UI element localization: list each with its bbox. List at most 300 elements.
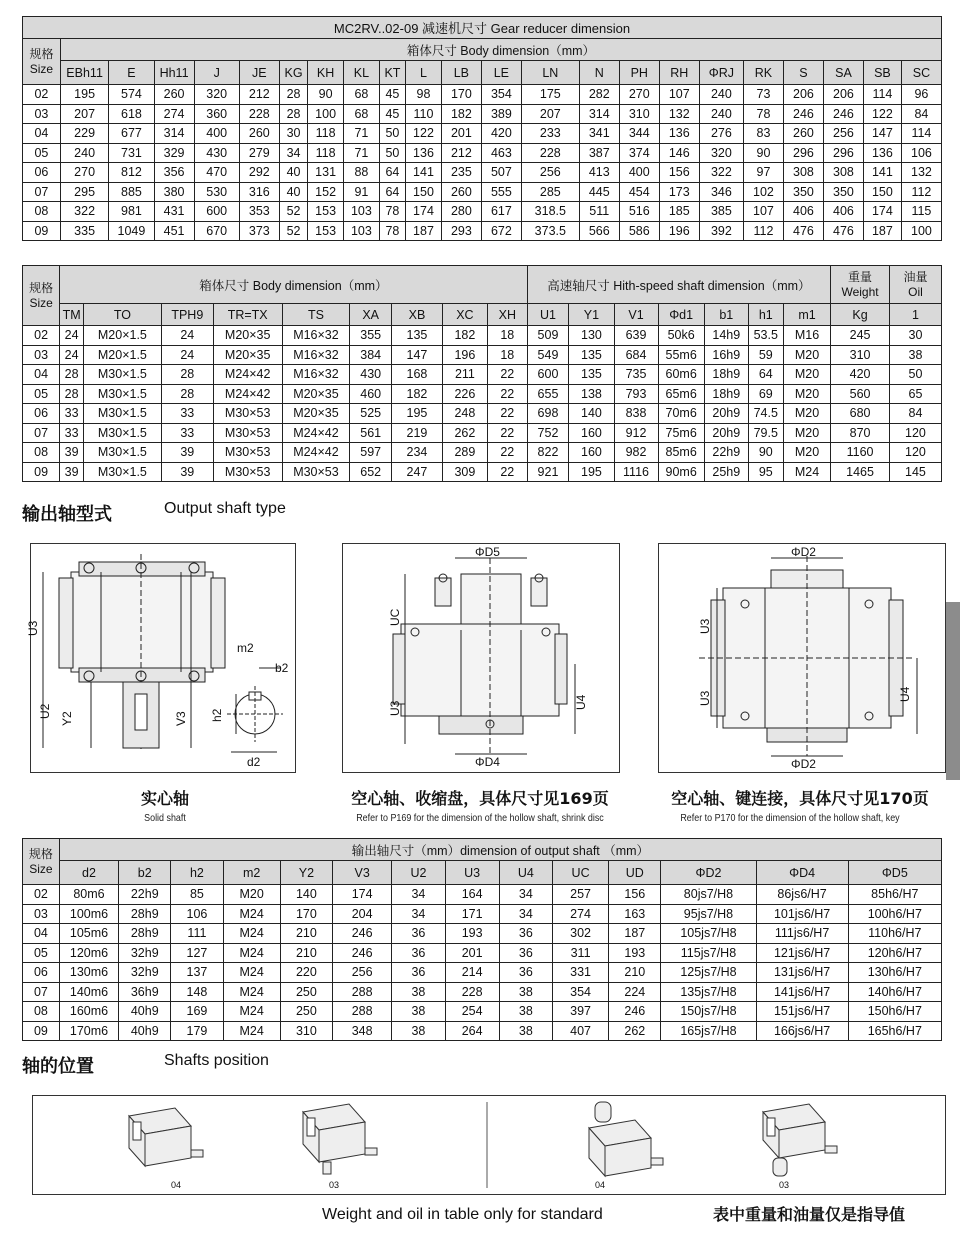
- table-cell: 140m6: [59, 982, 118, 1002]
- table-cell: 120: [889, 423, 941, 443]
- table-cell: M16: [783, 326, 830, 346]
- table-cell: 74.5: [748, 404, 783, 424]
- size-cell: 05: [23, 943, 60, 963]
- table-cell: 174: [332, 885, 391, 905]
- table-cell: 226: [442, 384, 487, 404]
- table-cell: 652: [350, 462, 392, 482]
- table-cell: 91: [344, 182, 380, 202]
- table-cell: 50k6: [658, 326, 704, 346]
- column-header: Y2: [280, 861, 332, 885]
- table-cell: 64: [379, 163, 405, 183]
- table-cell: 246: [783, 104, 823, 124]
- table-cell: 196: [659, 221, 699, 241]
- v3-label: V3: [174, 711, 188, 726]
- table-cell: 20h9: [704, 404, 748, 424]
- hollow-shaft-shrink-disc-drawing: [343, 544, 619, 772]
- note-en: Weight and oil in table only for standard: [322, 1206, 603, 1223]
- table-cell: 33: [161, 404, 213, 424]
- table-cell: 187: [609, 924, 661, 944]
- table-cell: 288: [332, 982, 391, 1002]
- size-cell: 06: [23, 163, 61, 183]
- table-cell: 430: [350, 365, 392, 385]
- table-cell: 80js7/H8: [661, 885, 756, 905]
- table-cell: 50: [889, 365, 941, 385]
- table-cell: 310: [831, 345, 890, 365]
- table-cell: 135: [569, 345, 614, 365]
- column-header: XC: [442, 304, 487, 326]
- table-cell: 34: [279, 143, 307, 163]
- size-cell: 04: [23, 124, 61, 144]
- table-cell: 228: [445, 982, 499, 1002]
- table-cell: 207: [521, 104, 579, 124]
- table-cell: 150: [863, 182, 901, 202]
- table-cell: 153: [308, 202, 344, 222]
- size-cell: 03: [23, 904, 60, 924]
- b2-label: b2: [275, 661, 289, 675]
- table-cell: 431: [154, 202, 194, 222]
- table-cell: 476: [783, 221, 823, 241]
- table-cell: 187: [406, 221, 442, 241]
- table-cell: 229: [60, 124, 108, 144]
- table-cell: 320: [699, 143, 743, 163]
- table-cell: 53.5: [748, 326, 783, 346]
- table-cell: 311: [552, 943, 608, 963]
- shrink-disc-caption-en: Refer to P169 for the dimension of the hollow shaft, shrink disc: [356, 812, 604, 824]
- table-cell: 18: [487, 345, 527, 365]
- table-cell: 105m6: [59, 924, 118, 944]
- table-cell: 397: [552, 1002, 608, 1022]
- table-cell: 34: [499, 904, 552, 924]
- shaft-position-figure: [129, 1108, 203, 1166]
- table-cell: 285: [521, 182, 579, 202]
- table-cell: M24: [223, 924, 280, 944]
- table-cell: 387: [579, 143, 619, 163]
- d2-label: d2: [247, 755, 261, 769]
- table-cell: 250: [280, 982, 332, 1002]
- table-cell: 530: [194, 182, 239, 202]
- column-header: TPH9: [161, 304, 213, 326]
- table-cell: 140h6/H7: [848, 982, 941, 1002]
- table-cell: 165h6/H7: [848, 1021, 941, 1041]
- table-cell: 295: [60, 182, 108, 202]
- table-row: [23, 404, 942, 424]
- table-cell: 262: [442, 423, 487, 443]
- oil-header: 油量 Oil: [889, 266, 941, 304]
- table-cell: 174: [863, 202, 901, 222]
- table-cell: 220: [280, 963, 332, 983]
- table-cell: 224: [609, 982, 661, 1002]
- table-cell: 38: [499, 1002, 552, 1022]
- table-cell: 135js7/H8: [661, 982, 756, 1002]
- table-cell: 135: [392, 326, 443, 346]
- column-header: KT: [379, 61, 405, 85]
- table-cell: 14h9: [704, 326, 748, 346]
- table-cell: 348: [332, 1021, 391, 1041]
- table-cell: 106: [171, 904, 223, 924]
- table-cell: 680: [831, 404, 890, 424]
- table-cell: 115js7/H8: [661, 943, 756, 963]
- table-cell: 112: [901, 182, 941, 202]
- table-cell: 280: [441, 202, 481, 222]
- table-cell: 38: [392, 1021, 445, 1041]
- table-cell: 79.5: [748, 423, 783, 443]
- size-header: 规格 Size: [23, 39, 61, 85]
- table-cell: 1116: [614, 462, 658, 482]
- table-cell: 22: [487, 384, 527, 404]
- table-cell: 95: [748, 462, 783, 482]
- table-cell: 672: [481, 221, 521, 241]
- table-cell: 256: [823, 124, 863, 144]
- table-row: [23, 1002, 942, 1022]
- table-cell: 549: [527, 345, 569, 365]
- table-cell: 240: [699, 85, 743, 105]
- table-cell: 136: [406, 143, 442, 163]
- table-cell: 22: [487, 423, 527, 443]
- table-cell: 276: [699, 124, 743, 144]
- table-cell: M20: [783, 443, 830, 463]
- column-header: d2: [59, 861, 118, 885]
- table-cell: 24: [161, 326, 213, 346]
- table-cell: 28: [60, 365, 84, 385]
- table-cell: M24: [223, 943, 280, 963]
- table-cell: 168: [392, 365, 443, 385]
- table-cell: 68: [344, 85, 380, 105]
- table-cell: 150: [406, 182, 442, 202]
- column-header: ΦD2: [661, 861, 756, 885]
- table-cell: 204: [332, 904, 391, 924]
- table-cell: 260: [783, 124, 823, 144]
- table-cell: 38: [499, 982, 552, 1002]
- size-cell: 07: [23, 423, 60, 443]
- shaft-position-figure: [589, 1102, 663, 1176]
- table-cell: 235: [441, 163, 481, 183]
- m2-label: m2: [237, 641, 254, 655]
- table-cell: 314: [579, 104, 619, 124]
- table-cell: 156: [659, 163, 699, 183]
- table-cell: M30×1.5: [83, 384, 161, 404]
- table-cell: 187: [863, 221, 901, 241]
- table-cell: M20: [783, 423, 830, 443]
- table-cell: 30: [889, 326, 941, 346]
- table-cell: 71: [344, 143, 380, 163]
- table-cell: M30×1.5: [83, 404, 161, 424]
- column-header: L: [406, 61, 442, 85]
- table-row: [23, 163, 942, 183]
- table-cell: 282: [579, 85, 619, 105]
- column-header: LN: [521, 61, 579, 85]
- table-cell: 240: [699, 104, 743, 124]
- table-cell: M20×35: [282, 404, 350, 424]
- table-cell: 509: [527, 326, 569, 346]
- table-row: [23, 1021, 942, 1041]
- size-cell: 02: [23, 326, 60, 346]
- table-cell: 90: [308, 85, 344, 105]
- table-cell: 210: [280, 924, 332, 944]
- table-cell: M30×1.5: [83, 365, 161, 385]
- table-cell: 374: [619, 143, 659, 163]
- table-cell: 210: [280, 943, 332, 963]
- table-cell: 36h9: [119, 982, 171, 1002]
- table-cell: 22h9: [704, 443, 748, 463]
- table-cell: 96: [901, 85, 941, 105]
- table-cell: 34: [392, 885, 445, 905]
- column-header: Φd1: [658, 304, 704, 326]
- table-cell: 182: [441, 104, 481, 124]
- table-cell: 245: [831, 326, 890, 346]
- shafts-position-drawing: [33, 1096, 945, 1194]
- u3-bottom-label: U3: [698, 690, 712, 706]
- table-cell: 18: [487, 326, 527, 346]
- table-cell: 214: [445, 963, 499, 983]
- table-cell: M24: [783, 462, 830, 482]
- table-cell: 228: [239, 104, 279, 124]
- table-cell: 28: [60, 384, 84, 404]
- table-cell: 40: [279, 163, 307, 183]
- table-cell: 160: [569, 423, 614, 443]
- table-cell: 32h9: [119, 943, 171, 963]
- output-shaft-dimension-table: [22, 838, 942, 1041]
- column-header: UC: [552, 861, 608, 885]
- table-cell: 164: [445, 885, 499, 905]
- table-cell: 121js6/H7: [756, 943, 848, 963]
- table-cell: M30×53: [213, 462, 282, 482]
- table-cell: 193: [609, 943, 661, 963]
- key-caption-en: Refer to P170 for the dimension of the hollow shaft, key: [680, 812, 900, 824]
- table-cell: 65m6: [658, 384, 704, 404]
- y2-label: Y2: [60, 711, 74, 726]
- table-cell: 279: [239, 143, 279, 163]
- table-cell: 102: [743, 182, 783, 202]
- table-cell: M20: [783, 345, 830, 365]
- table-cell: 88: [344, 163, 380, 183]
- table-cell: 353: [239, 202, 279, 222]
- table-row: [23, 345, 942, 365]
- table-cell: 36: [392, 943, 445, 963]
- table-cell: 90m6: [658, 462, 704, 482]
- table-cell: 373: [239, 221, 279, 241]
- column-header: Y1: [569, 304, 614, 326]
- table-cell: 70m6: [658, 404, 704, 424]
- table-cell: 354: [481, 85, 521, 105]
- table-cell: 100h6/H7: [848, 904, 941, 924]
- output-shaft-title-cn: 输出轴型式: [22, 504, 112, 525]
- table-cell: 212: [239, 85, 279, 105]
- size-cell: 09: [23, 1021, 60, 1041]
- table-cell: 107: [743, 202, 783, 222]
- table-cell: 206: [783, 85, 823, 105]
- table-cell: 22: [487, 443, 527, 463]
- shaft-position-code: 03: [329, 1180, 340, 1190]
- hollow-shaft-key-diagram: [658, 543, 946, 773]
- table-cell: 270: [60, 163, 108, 183]
- table-cell: M30×53: [213, 443, 282, 463]
- table-cell: 85m6: [658, 443, 704, 463]
- table-cell: 185: [659, 202, 699, 222]
- table-cell: 292: [239, 163, 279, 183]
- table-cell: 24: [161, 345, 213, 365]
- table-cell: 346: [699, 182, 743, 202]
- size-cell: 05: [23, 384, 60, 404]
- table-cell: M20×35: [282, 384, 350, 404]
- table-cell: 246: [609, 1002, 661, 1022]
- u3-label: U3: [26, 620, 40, 636]
- table-cell: M30×1.5: [83, 462, 161, 482]
- table-cell: 30: [279, 124, 307, 144]
- table-cell: 256: [521, 163, 579, 183]
- table-cell: M20: [783, 384, 830, 404]
- table-cell: 59: [748, 345, 783, 365]
- table-cell: 561: [350, 423, 392, 443]
- table-cell: 84: [901, 104, 941, 124]
- d2-bottom-label: ΦD2: [791, 757, 816, 771]
- table-cell: 101js6/H7: [756, 904, 848, 924]
- table-cell: 445: [579, 182, 619, 202]
- table-cell: 812: [109, 163, 154, 183]
- table-row: [23, 384, 942, 404]
- table-cell: 310: [619, 104, 659, 124]
- u4-label: U4: [898, 686, 912, 702]
- column-header: JE: [239, 61, 279, 85]
- table-cell: 135: [569, 365, 614, 385]
- table-cell: 463: [481, 143, 521, 163]
- column-header: SA: [823, 61, 863, 85]
- table-cell: 136: [863, 143, 901, 163]
- table-cell: 107: [659, 85, 699, 105]
- table-cell: 125js7/H8: [661, 963, 756, 983]
- u3-label: U3: [388, 700, 402, 716]
- column-header: ΦD4: [756, 861, 848, 885]
- table-cell: 28: [279, 85, 307, 105]
- table-cell: 655: [527, 384, 569, 404]
- table-cell: 420: [831, 365, 890, 385]
- table-cell: 182: [392, 384, 443, 404]
- table-cell: 270: [619, 85, 659, 105]
- column-header: EBh11: [60, 61, 108, 85]
- table-cell: 34: [499, 885, 552, 905]
- table-cell: M24×42: [213, 384, 282, 404]
- table-cell: 260: [154, 85, 194, 105]
- table-cell: M20×35: [213, 345, 282, 365]
- table-cell: 131js6/H7: [756, 963, 848, 983]
- table-cell: 18h9: [704, 365, 748, 385]
- table-cell: 174: [406, 202, 442, 222]
- column-header: ΦD5: [848, 861, 941, 885]
- table-cell: 329: [154, 143, 194, 163]
- table-cell: 380: [154, 182, 194, 202]
- table-cell: 130: [569, 326, 614, 346]
- table-cell: 28h9: [119, 904, 171, 924]
- column-header: TS: [282, 304, 350, 326]
- column-header: TR=TX: [213, 304, 282, 326]
- table-cell: 201: [441, 124, 481, 144]
- table-cell: M30×1.5: [83, 443, 161, 463]
- column-header: TO: [83, 304, 161, 326]
- shaft-position-code: 03: [779, 1180, 790, 1190]
- table-cell: 234: [392, 443, 443, 463]
- solid-shaft-drawing: [26, 544, 295, 772]
- table-cell: 103: [344, 221, 380, 241]
- table-cell: 293: [441, 221, 481, 241]
- table-row: [23, 143, 942, 163]
- table-cell: 308: [783, 163, 823, 183]
- table-cell: 211: [442, 365, 487, 385]
- table-cell: 36: [499, 963, 552, 983]
- table-cell: 400: [619, 163, 659, 183]
- table-cell: 195: [60, 85, 108, 105]
- d4-label: ΦD4: [475, 755, 500, 769]
- table-cell: 137: [171, 963, 223, 983]
- table-row: [23, 462, 942, 482]
- table-cell: 75m6: [658, 423, 704, 443]
- table-row: [23, 963, 942, 983]
- body-and-shaft-dimension-table: [22, 265, 942, 482]
- table-cell: 16h9: [704, 345, 748, 365]
- table-row: [23, 443, 942, 463]
- table-cell: 173: [659, 182, 699, 202]
- table-cell: 201: [445, 943, 499, 963]
- gear-reducer-dimension-table: [22, 16, 942, 241]
- table-cell: 50: [379, 124, 405, 144]
- table-cell: 260: [239, 124, 279, 144]
- table-cell: M20×1.5: [83, 345, 161, 365]
- table-cell: M24×42: [213, 365, 282, 385]
- shaft-position-code: 04: [595, 1180, 606, 1190]
- size-cell: 05: [23, 143, 61, 163]
- table-cell: 24: [60, 345, 84, 365]
- table-cell: 308: [823, 163, 863, 183]
- table-cell: 228: [521, 143, 579, 163]
- column-header: V3: [332, 861, 391, 885]
- shaft-position-figure: [763, 1104, 837, 1176]
- table-cell: 240: [60, 143, 108, 163]
- table-cell: 600: [194, 202, 239, 222]
- table-cell: 38: [392, 1002, 445, 1022]
- table-cell: 318.5: [521, 202, 579, 222]
- table-cell: 147: [392, 345, 443, 365]
- table-cell: 130h6/H7: [848, 963, 941, 983]
- table-cell: 309: [442, 462, 487, 482]
- table-cell: 38: [499, 1021, 552, 1041]
- table-cell: 355: [350, 326, 392, 346]
- table-cell: 112: [743, 221, 783, 241]
- table-cell: 322: [699, 163, 743, 183]
- size-cell: 02: [23, 885, 60, 905]
- table-row: [23, 982, 942, 1002]
- table-cell: 179: [171, 1021, 223, 1041]
- table-cell: 120m6: [59, 943, 118, 963]
- table-cell: M24: [223, 963, 280, 983]
- table-cell: 146: [659, 143, 699, 163]
- table-cell: 262: [609, 1021, 661, 1041]
- table-cell: 430: [194, 143, 239, 163]
- table-cell: 260: [441, 182, 481, 202]
- table-cell: 170: [441, 85, 481, 105]
- table-cell: 97: [743, 163, 783, 183]
- column-header: b2: [119, 861, 171, 885]
- table-cell: 310: [280, 1021, 332, 1041]
- column-header: m1: [783, 304, 830, 326]
- table-cell: 22h9: [119, 885, 171, 905]
- table-cell: 246: [823, 104, 863, 124]
- table-cell: 731: [109, 143, 154, 163]
- table-cell: 40h9: [119, 1021, 171, 1041]
- size-cell: 03: [23, 345, 60, 365]
- table-cell: 360: [194, 104, 239, 124]
- table-row: [23, 104, 942, 124]
- table-cell: 207: [60, 104, 108, 124]
- table-cell: 289: [442, 443, 487, 463]
- table-cell: 170m6: [59, 1021, 118, 1041]
